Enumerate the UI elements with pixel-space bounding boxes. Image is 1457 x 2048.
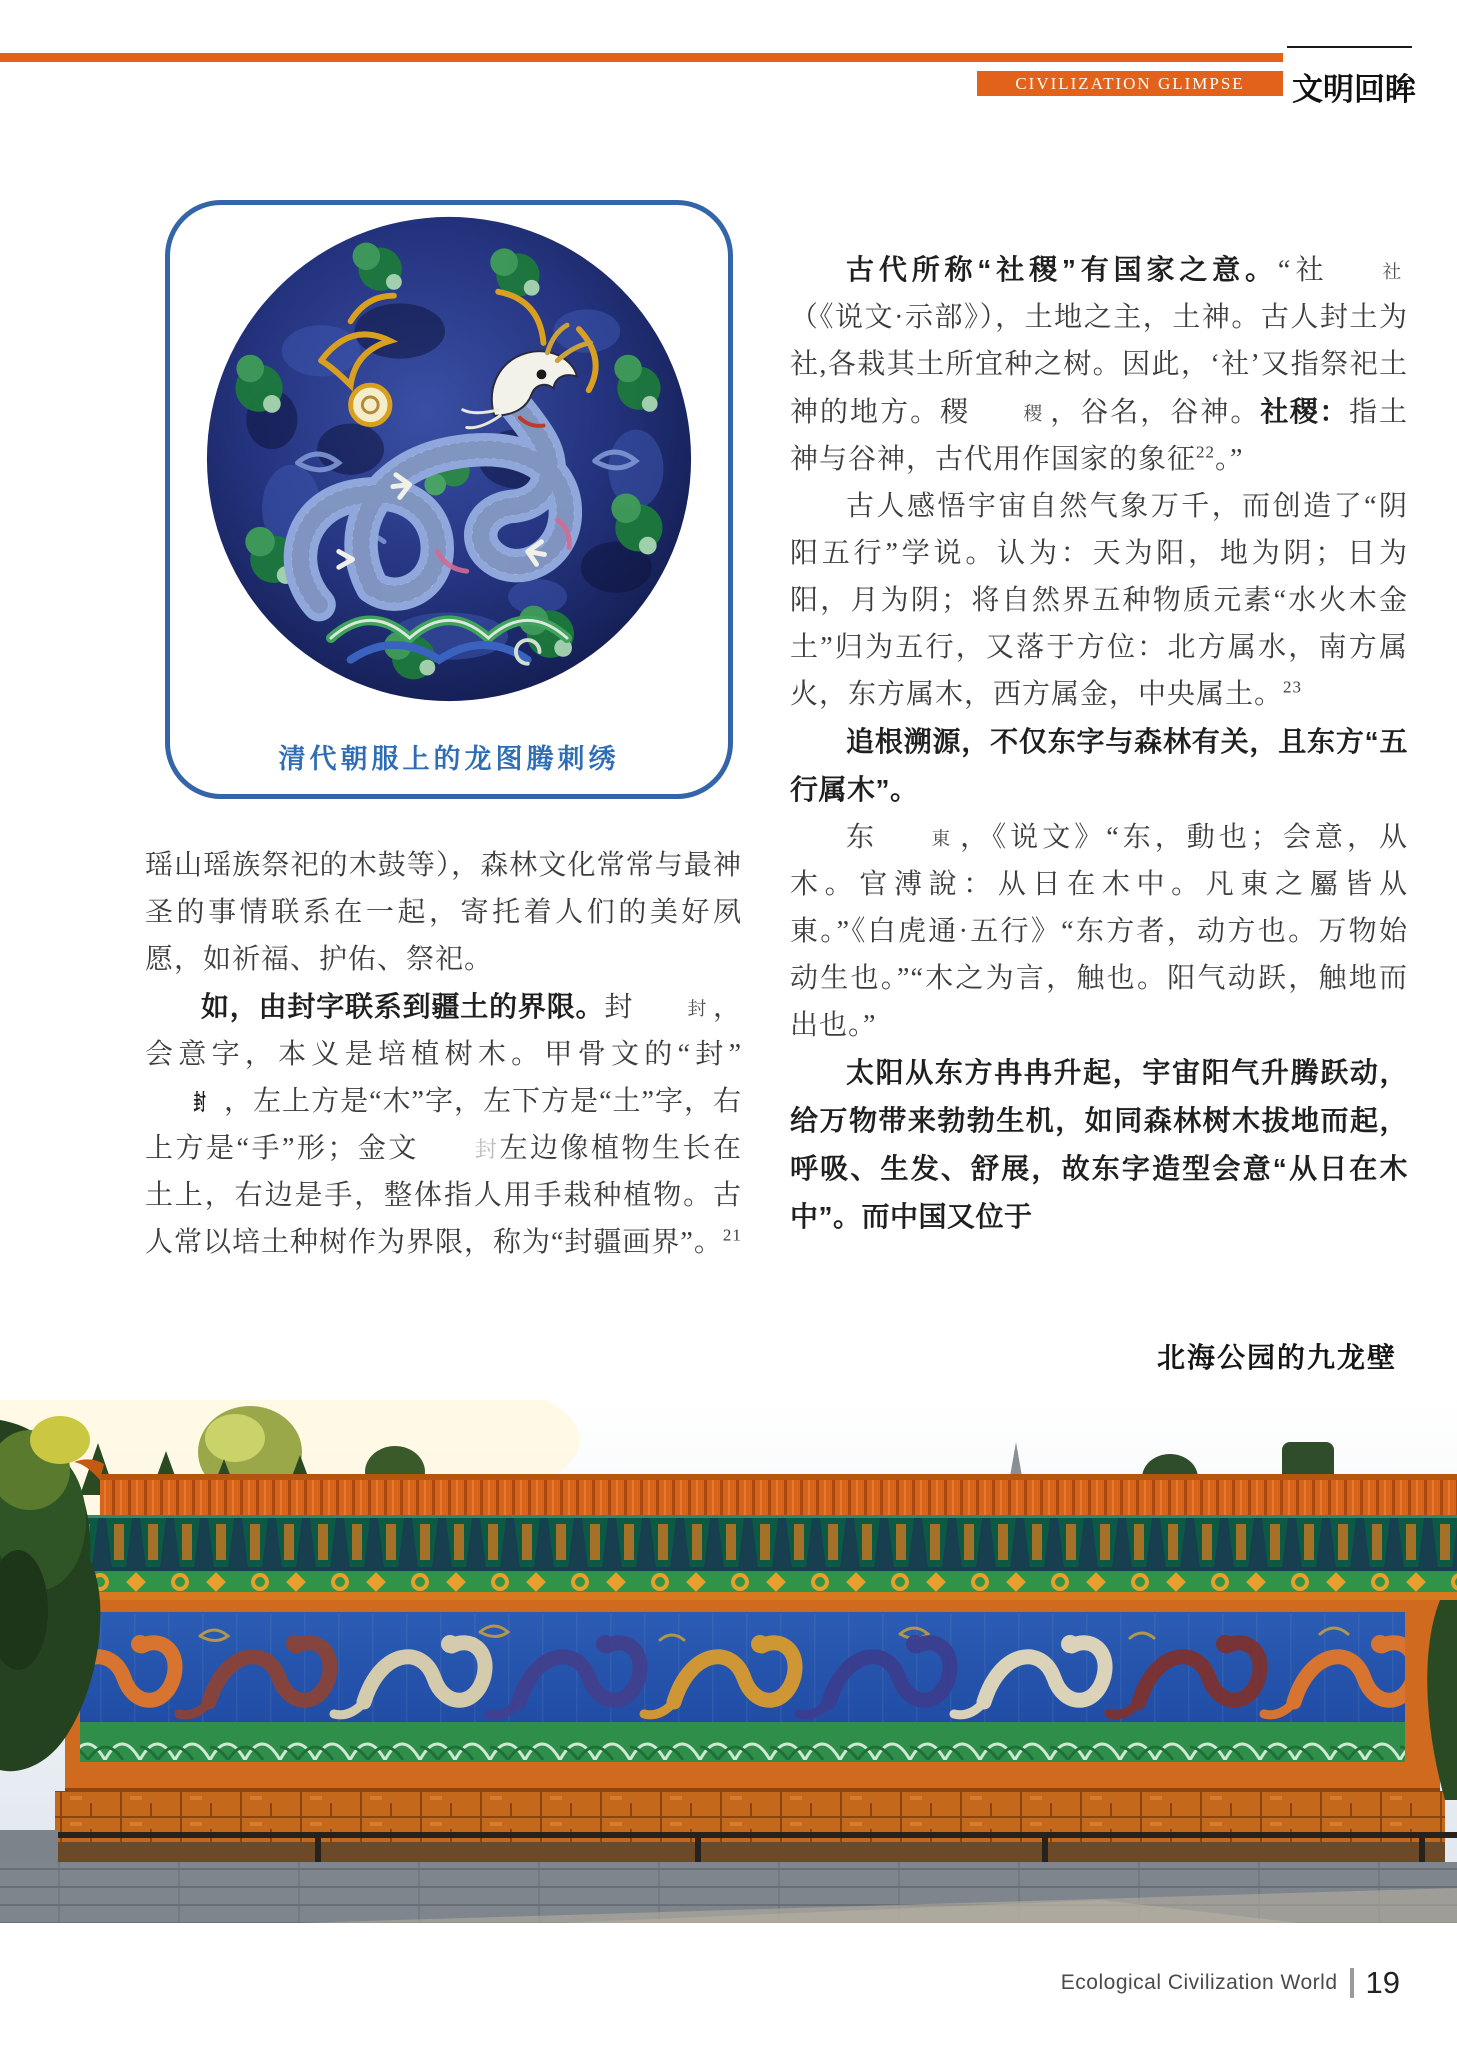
footer-divider xyxy=(1350,1968,1354,1998)
body-text: 古人感悟宇宙自然气象万千，而创造了“阴阳五行”学说。认为：天为阳，地为阴；日为阳，月为阴；将自然界五种物质元素“水火木金土”归为五行，又落于方位：北方属水，南方属火，东方属木，西方属金，中央属土。 xyxy=(790,491,1408,710)
body-text: 封 xyxy=(604,992,634,1023)
paragraph: 东 東 ，《说文》“东，動也；会意，从木。官溥說：从日在木中。凡東之屬皆从東。”《白虎通·五行》“东方者，动方也。万物始动生也。”“木之为言，触也。阳气动跃，触地而出也。” xyxy=(790,822,1408,1041)
footnote-reference: 23 xyxy=(1283,677,1303,697)
body-text: ，《说文》“东，動也；会意，从木。官溥說：从日在木中。凡東之屬皆从東。”《白虎通·五行》“东方者，动方也。万物始动生也。”“木之为言，触也。阳气动跃，触地而出也。” xyxy=(790,822,1408,1041)
figure-box xyxy=(165,200,733,799)
emphasis-text: 社稷： xyxy=(1260,396,1349,427)
photo-caption: 北海公园的九龙壁 xyxy=(1156,1342,1397,1373)
paragraph xyxy=(790,718,1408,814)
nine-dragon-wall-photo xyxy=(0,1400,1457,1923)
section-badge: CIVILIZATION GLIMPSE xyxy=(977,71,1283,96)
paragraph xyxy=(145,842,742,983)
emphasis-text: 追根溯源，不仅东字与森林有关，且东方“五行属木”。 xyxy=(790,726,1408,805)
paragraph xyxy=(790,483,1408,718)
body-text: 左边像植物生长在土上，右边是手，整体指人用手栽种植物。古人常以培土种树作为界限，称为“封疆画界”。 xyxy=(145,1133,742,1258)
footnote-reference: 22 xyxy=(1196,442,1216,462)
body-text: （《说文·示部》），土地之主，土神。古人封土为社,各栽其土所宜种之树。因此，‘社’又指祭祀土神的地方。稷 xyxy=(790,302,1408,428)
paragraph: 古代所称“社稷”有国家之意。“社 社（《说文·示部》），土地之主，土神。古人封土为社,各栽其土所宜种之树。因此，‘社’又指祭祀土神的地方。稷 稷 ，谷名，谷神。社稷：指土神与谷神，古代用作国家的象征$^{22}$。” xyxy=(790,254,1408,475)
page-footer xyxy=(1061,1966,1400,2000)
right-text-column xyxy=(790,246,1408,1241)
body-text: 瑶山瑶族祭祀的木鼓等），森林文化常常与最神圣的事情联系在一起，寄托着人们的美好夙愿，如祈福、护佑、祭祀。 xyxy=(145,850,742,975)
body-text: ，会意字，本义是培植树木。甲骨文的“封” xyxy=(145,992,742,1070)
emphasis-text: 太阳从东方冉冉升起，宇宙阳气升腾跃动，给万物带来勃勃生机，如同森林树木拔地而起，呼吸、生发、舒展，故东字造型会意“从日在木中”。而中国又位于 xyxy=(790,1057,1408,1232)
emphasis-text: 古代所称“社稷”有国家之意。 xyxy=(846,254,1278,285)
page-number: 19 xyxy=(1365,1965,1400,2000)
body-text: 指土神与谷神，古代用作国家的象征 xyxy=(790,397,1408,475)
paragraph: 如，由封字联系到疆土的界限。封 封 ，会意字，本义是培植树木。甲骨文的“封”封 ，左上方是“木”字，左下方是“土”字，右上方是“手”形；金文 封左边像植物生长在土上，右边是手，整体指人用手栽种植物。古人常以培土种树作为界限，称为“封疆画界”。$^{21}$ xyxy=(145,991,742,1258)
body-text: “社 xyxy=(1277,255,1329,286)
paragraph xyxy=(790,1049,1408,1241)
body-text: 。” xyxy=(1215,444,1244,475)
section-title: 文明回眸 xyxy=(1292,72,1416,107)
dragon-medallion-image xyxy=(203,213,695,705)
body-text: ，左上方是“木”字，左下方是“土”字，右上方是“手”形；金文 xyxy=(145,1086,742,1164)
top-accent-rule xyxy=(0,53,1283,62)
journal-name: Ecological Civilization World xyxy=(1060,1971,1338,1994)
body-text: 东 xyxy=(846,822,879,853)
body-text: ，谷名，谷神。 xyxy=(1049,397,1261,428)
emphasis-text: 如，由封字联系到疆土的界限。 xyxy=(201,991,605,1022)
left-text-column xyxy=(145,842,742,1266)
footnote-reference: 21 xyxy=(722,1225,742,1245)
top-thin-rule xyxy=(1287,46,1412,48)
figure-caption: 清代朝服上的龙图腾刺绣 xyxy=(278,744,620,774)
